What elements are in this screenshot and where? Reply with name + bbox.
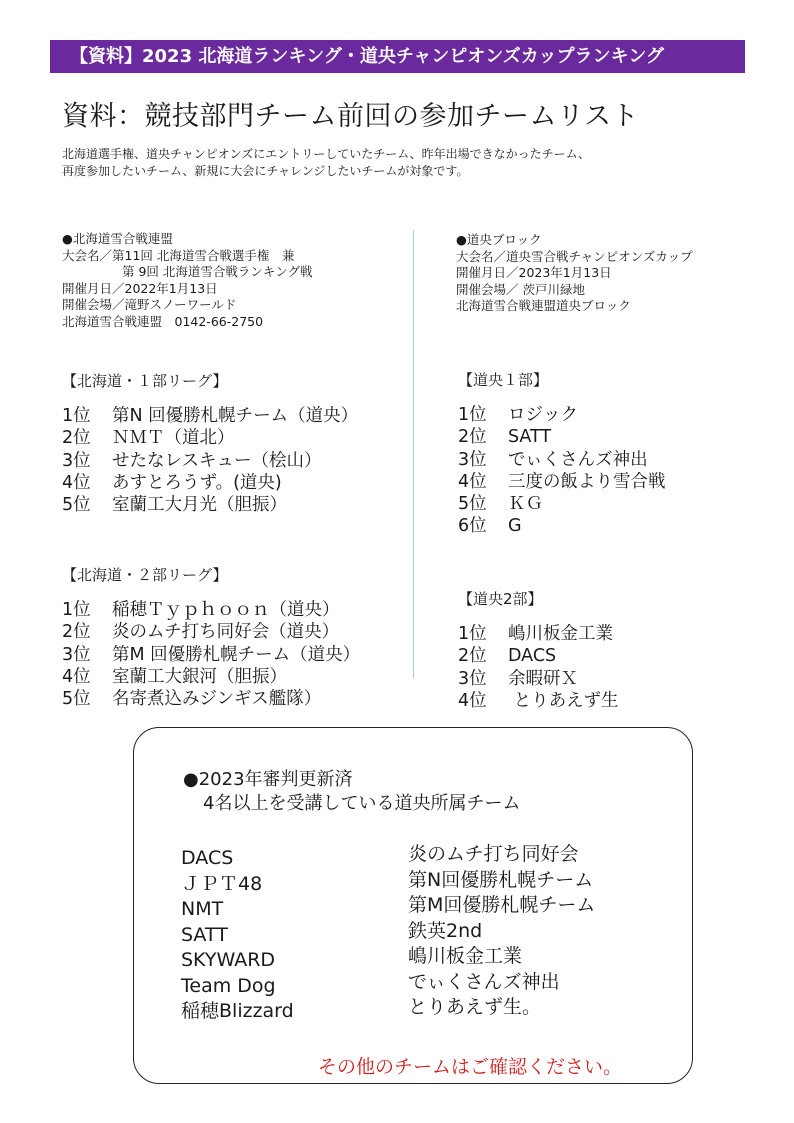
ranking-list: [62, 599, 360, 710]
league-doou-1: [458, 370, 666, 538]
ranking-row: [62, 688, 360, 710]
team-name: NMT: [181, 898, 224, 920]
event-name: 大会名／道央雪合戦チャンピオンズカップ: [456, 248, 693, 264]
ranking-row: [62, 472, 358, 494]
rank: 2位: [458, 646, 487, 667]
team-name: 室蘭工大月光（胆振）: [112, 495, 287, 516]
rank: 4位: [458, 690, 487, 711]
team-name: 第N 回優勝札幌チーム（道央）: [112, 406, 359, 426]
event-date: 開催月日／2022年1月13日: [62, 280, 218, 296]
referee-heading-title: ●2023年審判更新済: [183, 769, 353, 790]
ranking-row: [62, 644, 360, 666]
team-name: 名寄煮込みジンギス艦隊）: [112, 689, 322, 710]
rank: 5位: [62, 495, 91, 516]
rank: 1位: [62, 600, 91, 620]
ranking-row: [62, 599, 360, 621]
team-name: 第N回優勝札幌チーム: [408, 868, 594, 891]
rank: 2位: [458, 427, 487, 448]
rank: 1位: [458, 405, 487, 425]
ranking-row: [458, 471, 666, 493]
ranking-row: [458, 690, 619, 712]
team-name: でぃくさんズ神出: [408, 970, 560, 993]
team-name: ＮＭＴ（道北）: [112, 428, 235, 449]
referee-heading: [183, 768, 520, 816]
rank: 3位: [62, 644, 91, 665]
ranking-row: [62, 621, 360, 643]
rank: 4位: [458, 471, 487, 492]
ranking-row: [458, 623, 619, 645]
column-divider: [413, 230, 414, 678]
page-title: 資料：競技部門チーム前回の参加チームリスト: [62, 101, 639, 132]
confirmation-note: その他のチームはご確認ください。: [318, 1056, 623, 1078]
ranking-list: [458, 404, 666, 538]
intro-text: [62, 146, 590, 180]
ranking-row: [458, 404, 666, 426]
organizer: 北海道雪合戦連盟道央ブロック: [456, 298, 631, 313]
rank: 5位: [62, 689, 91, 710]
team-name: 嶋川板金工業: [508, 624, 613, 644]
contact: 北海道雪合戦連盟 0142-66-2750: [62, 313, 264, 329]
rank: 4位: [62, 666, 91, 687]
team-name: SKYWARD: [181, 949, 276, 971]
ranking-row: [62, 450, 358, 472]
org-name: ●北海道雪合戦連盟: [62, 231, 173, 246]
ranking-row: [62, 666, 360, 688]
team-name: DACS: [508, 646, 557, 667]
hokkaido-event-info: [62, 231, 313, 330]
league-doou-2: [458, 589, 619, 712]
team-name: DACS: [181, 847, 234, 869]
team-name: あすとろうず。(道央): [112, 472, 282, 493]
team-name: 余暇研Ｘ: [508, 668, 578, 689]
rank: 4位: [62, 472, 91, 493]
rank: 3位: [458, 449, 487, 470]
ranking-row: [458, 449, 666, 471]
team-name: G: [508, 516, 522, 537]
team-name: 三度の飯より雪合戦: [508, 471, 666, 492]
ranking-row: [458, 645, 619, 667]
ranking-list: [458, 623, 619, 712]
doou-event-info: [456, 232, 693, 315]
referee-team-list-left: [181, 846, 294, 1025]
intro-line: 再度参加したいチーム、新規に大会にチャレンジしたいチームが対象です。: [62, 164, 469, 178]
league-hokkaido-1: [62, 371, 358, 516]
team-name: ＫＧ: [508, 494, 543, 515]
league-title: 【道央2部】: [458, 590, 543, 608]
ranking-row: [62, 427, 358, 449]
team-name: 第M回優勝札幌チーム: [408, 894, 596, 916]
team-name: でぃくさんズ神出: [508, 449, 648, 470]
league-hokkaido-2: [62, 565, 360, 710]
ranking-row: [458, 426, 666, 448]
intro-line: 北海道選手権、道央チャンピオンズにエントリーしていたチーム、昨年出場できなかったチーム、: [62, 147, 591, 161]
event-venue: 開催会場／ 茨戸川緑地: [456, 281, 585, 297]
team-name: ロジック: [508, 405, 578, 425]
team-name: 稲穂Blizzard: [181, 1000, 294, 1022]
ranking-row: [458, 668, 619, 690]
rank: 2位: [62, 428, 91, 449]
rank: 1位: [458, 624, 487, 644]
team-name: 稲穂Ｔｙｐｈｏｏｎ（道央）: [112, 600, 340, 620]
rank: 3位: [62, 450, 91, 471]
league-title: 【北海道・２部リーグ】: [62, 566, 228, 584]
team-name: Team Dog: [181, 974, 276, 997]
rank: 6位: [458, 516, 487, 537]
team-name: ＪＰＴ48: [181, 872, 263, 895]
ranking-row: [62, 405, 358, 427]
org-name: ●道央ブロック: [456, 232, 542, 247]
team-name: 第M 回優勝札幌チーム（道央）: [112, 644, 361, 665]
event-date: 開催月日／2023年1月13日: [456, 265, 612, 280]
team-name: とりあえず生: [508, 690, 619, 711]
rank: 5位: [458, 494, 487, 515]
league-title: 【北海道・１部リーグ】: [62, 372, 228, 390]
ranking-row: [62, 494, 358, 516]
event-name: 大会名／第11回 北海道雪合戦選手権 兼: [62, 247, 295, 263]
team-name: 炎のムチ打ち同好会: [408, 843, 579, 865]
rank: 1位: [62, 406, 91, 426]
team-name: 嶋川板金工業: [408, 945, 523, 967]
team-name: せたなレスキュー（桧山）: [112, 450, 322, 471]
ranking-row: [458, 515, 666, 537]
referee-heading-sub: 4名以上を受講している道央所属チーム: [203, 793, 521, 814]
team-name: 鉄英2nd: [408, 919, 483, 942]
header-banner: 【資料】2023 北海道ランキング・道央チャンピオンズカップランキング: [50, 40, 745, 73]
rank: 3位: [458, 668, 487, 689]
event-venue: 開催会場／滝野スノーワールド: [62, 297, 237, 312]
ranking-list: [62, 405, 358, 516]
team-name: とりあえず生。: [408, 996, 542, 1018]
rank: 2位: [62, 622, 91, 643]
team-name: SATT: [181, 923, 228, 946]
ranking-row: [458, 493, 666, 515]
team-name: 室蘭工大銀河（胆振）: [112, 666, 287, 687]
referee-team-list-right: [408, 842, 595, 1021]
team-name: 炎のムチ打ち同好会（道央）: [112, 622, 340, 643]
event-name-2: 第 9回 北海道雪合戦ランキング戦: [122, 264, 313, 279]
team-name: SATT: [508, 427, 552, 448]
league-title: 【道央１部】: [458, 371, 549, 389]
